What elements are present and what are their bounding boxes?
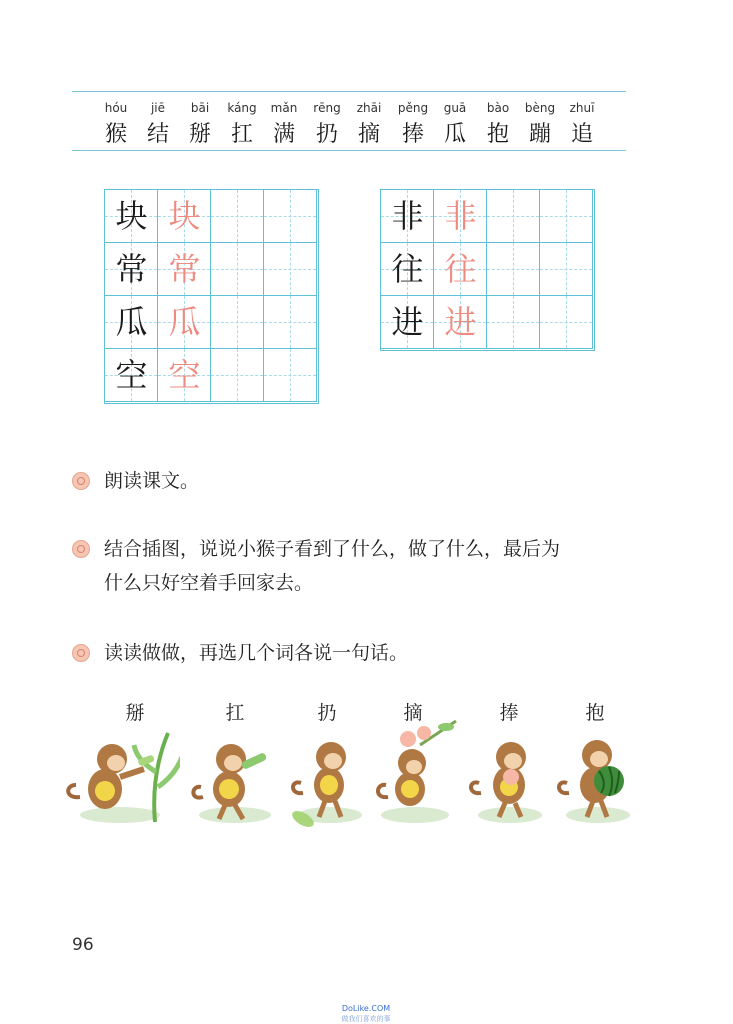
bullet-icon	[72, 644, 90, 662]
grid-cell	[158, 349, 211, 402]
trace-char: 空	[168, 356, 201, 394]
task-text: 读读做做，再选几个词各说一句话。	[104, 642, 409, 664]
hanzi: 掰	[188, 122, 211, 147]
writing-grid-right	[380, 189, 595, 351]
trace-char: 进	[444, 303, 477, 341]
pinyin: bāi	[190, 101, 210, 115]
trace-char: 常	[168, 250, 201, 288]
grid-cell	[434, 243, 487, 296]
grid-cell	[540, 190, 593, 243]
pinyin: guā	[443, 101, 467, 115]
grid-cell	[381, 243, 434, 296]
grid-cell	[434, 296, 487, 349]
hanzi: 捧	[401, 122, 424, 147]
grid-cell	[264, 349, 317, 402]
grid-cell	[264, 190, 317, 243]
hanzi: 瓜	[443, 122, 466, 147]
grid-cell	[381, 190, 434, 243]
monkey-carrying-corn-illustration	[185, 727, 285, 827]
grid-cell	[158, 243, 211, 296]
hanzi: 蹦	[528, 122, 551, 147]
verb-label: 摘	[403, 702, 423, 724]
model-char: 空	[115, 356, 148, 394]
grid-cell	[434, 190, 487, 243]
grid-cell	[105, 296, 158, 349]
grid-cell	[105, 349, 158, 402]
model-char: 瓜	[115, 303, 148, 341]
task-text: 结合插图，说说小猴子看到了什么，做了什么，最后为	[104, 538, 561, 560]
grid-cell	[158, 190, 211, 243]
watermark-line2: 做我们喜欢的事	[341, 1015, 391, 1023]
verb-label: 扔	[317, 702, 337, 724]
grid-cell	[211, 349, 264, 402]
pinyin: hóu	[104, 101, 128, 115]
vocab-bottom-line	[72, 150, 626, 151]
task-text: 什么只好空着手回家去。	[104, 572, 314, 594]
hanzi: 满	[272, 122, 295, 147]
monkey-picking-peach-illustration	[370, 715, 470, 825]
hanzi: 扛	[230, 122, 253, 147]
verb-label: 扛	[225, 702, 245, 724]
pinyin: bào	[486, 101, 510, 115]
pinyin: zhāi	[356, 101, 382, 115]
hanzi: 结	[146, 122, 169, 147]
grid-cell	[487, 296, 540, 349]
pinyin: káng	[227, 101, 257, 115]
model-char: 块	[115, 197, 148, 235]
grid-cell	[211, 243, 264, 296]
model-char: 常	[115, 250, 148, 288]
trace-char: 块	[168, 197, 201, 235]
grid-cell	[540, 296, 593, 349]
pinyin: bèng	[524, 101, 556, 115]
pinyin: mǎn	[270, 101, 298, 115]
model-char: 进	[391, 303, 424, 341]
model-char: 非	[391, 197, 424, 235]
trace-char: 瓜	[168, 303, 201, 341]
writing-grid-left	[104, 189, 319, 404]
monkey-holding-peach-illustration	[465, 727, 555, 827]
watermark	[316, 1004, 416, 1024]
grid-cell	[105, 243, 158, 296]
model-char: 往	[391, 250, 424, 288]
bullet-icon	[72, 540, 90, 558]
grid-cell	[264, 243, 317, 296]
grid-cell	[211, 190, 264, 243]
monkey-throwing-corn-illustration	[285, 727, 375, 837]
grid-cell	[381, 296, 434, 349]
hanzi: 猴	[104, 122, 127, 147]
page-number: 96	[72, 935, 94, 955]
trace-char: 非	[444, 197, 477, 235]
grid-cell	[487, 243, 540, 296]
grid-cell	[105, 190, 158, 243]
hanzi: 抱	[486, 122, 509, 147]
grid-cell	[540, 243, 593, 296]
hanzi: 追	[570, 122, 593, 147]
monkey-picking-corn-illustration	[60, 727, 180, 827]
task-text: 朗读课文。	[104, 470, 200, 492]
grid-cell	[211, 296, 264, 349]
grid-cell	[487, 190, 540, 243]
trace-char: 往	[444, 250, 477, 288]
grid-cell	[158, 296, 211, 349]
hanzi: 扔	[315, 122, 338, 147]
pinyin: pěng	[397, 101, 429, 115]
vocab-top-line	[72, 91, 626, 92]
hanzi: 摘	[357, 122, 380, 147]
verb-label: 捧	[499, 702, 519, 724]
verb-label: 抱	[585, 702, 605, 724]
pinyin: zhuī	[569, 101, 595, 115]
monkey-hugging-watermelon-illustration	[553, 727, 643, 827]
pinyin: jiē	[150, 101, 166, 115]
grid-cell	[264, 296, 317, 349]
pinyin: rēng	[313, 101, 341, 115]
watermark-line1: DoLike.COM	[341, 1004, 391, 1013]
verb-label: 掰	[125, 702, 145, 724]
bullet-icon	[72, 472, 90, 490]
